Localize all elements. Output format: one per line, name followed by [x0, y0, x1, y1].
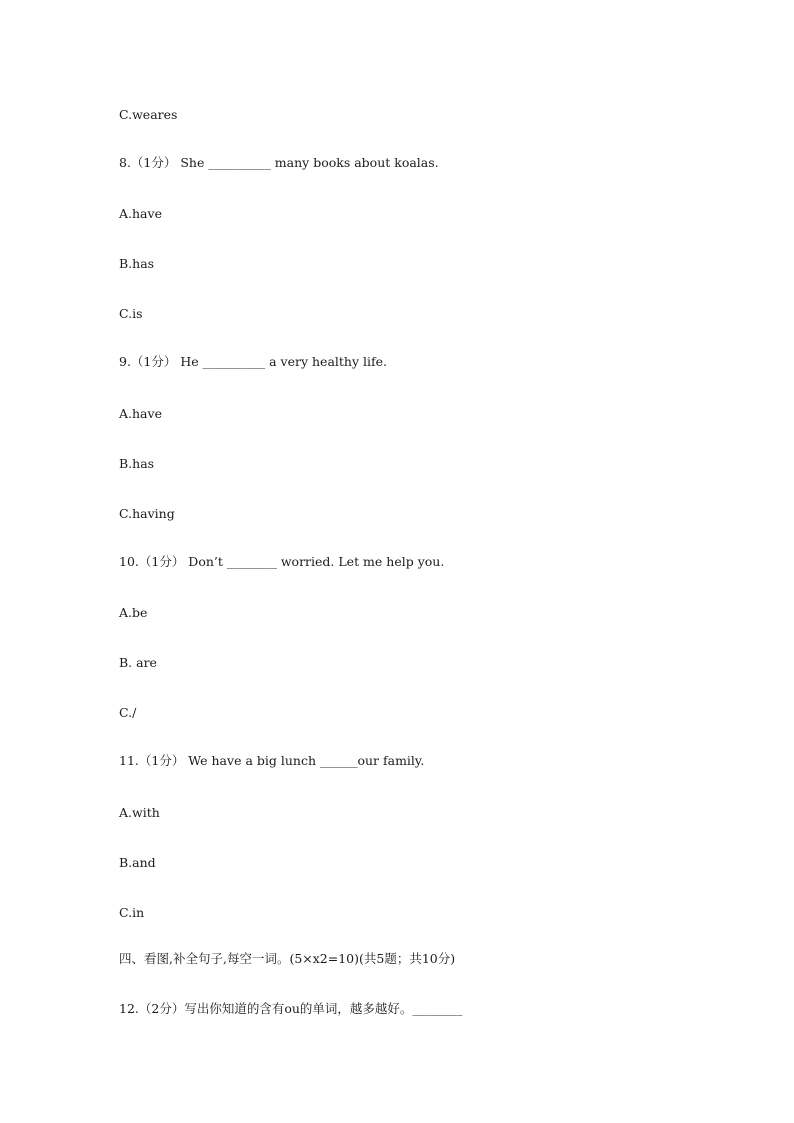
q11-option-c: C.in	[119, 905, 145, 920]
q7-option-c: C.weares	[119, 107, 178, 122]
q11-option-a: A.with	[119, 805, 160, 820]
question-8: 8.（1分） She __________ many books about koalas.	[119, 155, 439, 170]
q10-option-b: B. are	[119, 655, 157, 670]
q10-option-c: C./	[119, 705, 137, 720]
q11-option-b: B.and	[119, 855, 156, 870]
question-10: 10.（1分） Don’t ________ worried. Let me help you.	[119, 554, 445, 569]
section-4-heading: 四、看图,补全句子,每空一词。(5×x2=10)(共5题；共10分)	[119, 951, 456, 966]
question-9: 9.（1分） He __________ a very healthy life.	[119, 354, 387, 369]
question-12: 12.（2分）写出你知道的含有ou的单词，越多越好。________	[119, 1001, 463, 1016]
q8-option-a: A.have	[119, 206, 162, 221]
q9-option-a: A.have	[119, 406, 162, 421]
question-11: 11.（1分） We have a big lunch ______our family.	[119, 753, 425, 768]
q8-option-c: C.is	[119, 306, 143, 321]
q9-option-b: B.has	[119, 456, 155, 471]
q10-option-a: A.be	[119, 605, 148, 620]
q9-option-c: C.having	[119, 506, 175, 521]
q8-option-b: B.has	[119, 256, 155, 271]
